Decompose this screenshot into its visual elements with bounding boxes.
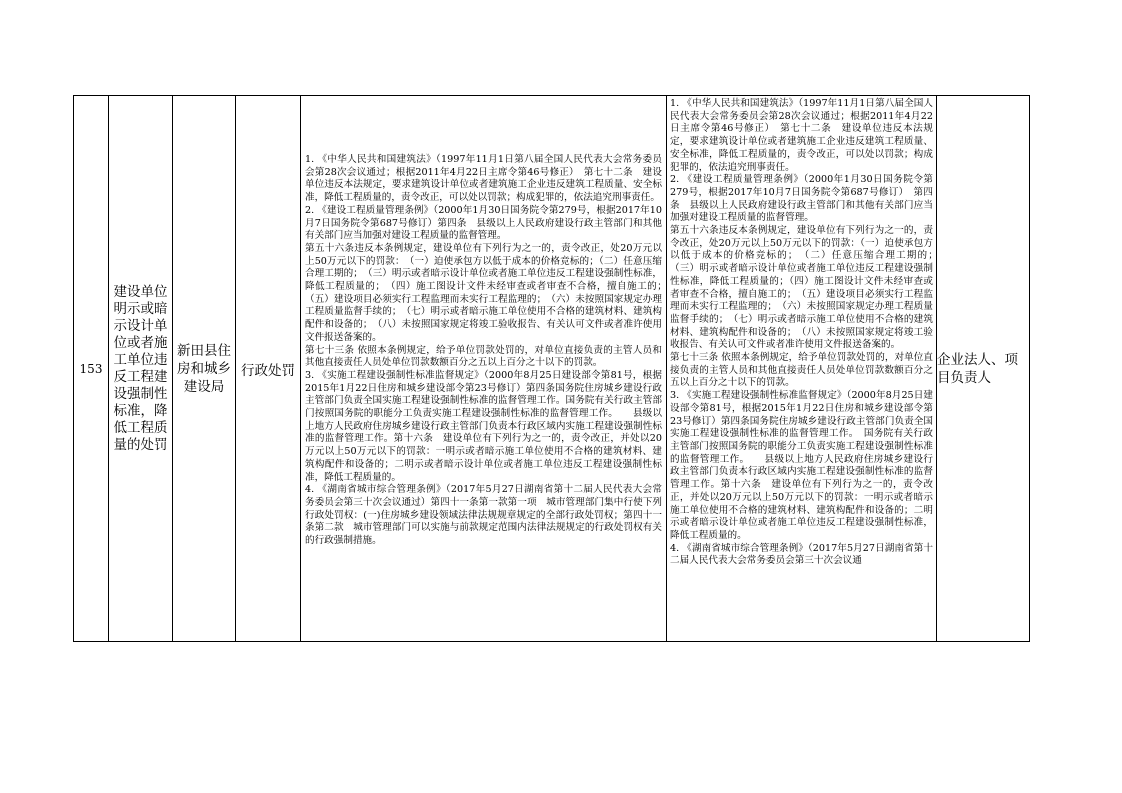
basis-paragraph: 第五十六条违反本条例规定，建设单位有下列行为之一的，责令改正，处20万元以上50万元以下的罚款： （一）迫使承包方以低于成本的价格竞标的；（二）任意压缩合理工期的； （三）明示或者暗示设计单位或者施工单位违反工程建设强制性标准，降低工程质量的； （四）施工图设计文件未经审查或者审查不合格，擅自施工的； （五）建设项目必须实行工程监理而未实行工程监理的； （六）未按照国家规定办理工程质量监督手续的； （七）明示或者暗示施工单位使用不合格的建筑材料、建筑构配件和设备的； （八）未按照国家规定将竣工验收报告、有关认可文件或者准许使用文件报送备案的。 (305, 242, 672, 343)
content-paragraph: 1. 《中华人民共和国建筑法》（1997年11月1日第八届全国人民代表大会常务委员会第28次会议通过；根据2011年4月22日主席令第46号修正） 第七十二条 建设单位违反本法规定，要求建筑设计单位或者建筑施工企业违反建筑工程质量、安全标准，降低工程质量的，责令改正，可以处以罚款；构成犯罪的，依法追究刑事责任。 (670, 98, 933, 173)
department-cell (173, 96, 236, 642)
penalty-table (73, 95, 1030, 642)
department-name: 新田县住房和城乡建设局 (177, 342, 231, 395)
legal-basis-cell (301, 96, 672, 642)
basis-paragraph: 1. 《中华人民共和国建筑法》（1997年11月1日第八届全国人民代表大会常务委员会第28次会议通过；根据2011年4月22日主席令第46号修正） 第七十二条 建设单位违反本法规定，要求建筑设计单位或者建筑施工企业违反建筑工程质量、安全标准，降低工程质量的，责令改正，可以处以罚款；构成犯罪的，依法追究刑事责任。 (305, 154, 662, 204)
item-name: 建设单位明示或暗示设计单位或者施工单位违反工程建设强制性标准，降低工程质量的处罚 (113, 283, 168, 453)
content-paragraph: 第七十三条 依照本条例规定，给予单位罚款处罚的，对单位直接负责的主管人员和其他直接责任人员处单位罚款数额百分之五以上百分之十以下的罚款。 (670, 352, 933, 389)
subject-cell (937, 96, 1030, 642)
row-number-text: 153 (79, 361, 103, 376)
content-paragraph: 4. 《湖南省城市综合管理条例》（2017年5月27日湖南省第十二届人民代表大会常务委员会第三十次会议通 (670, 542, 933, 567)
basis-paragraph: 第七十三条 依照本条例规定，给予单位罚款处罚的，对单位直接负责的主管人员和其他直接责任人员处单位罚款数额百分之五以上百分之十以下的罚款。 (305, 344, 662, 369)
basis-paragraph: 4. 《湖南省城市综合管理条例》（2017年5月27日湖南省第十二届人民代表大会常务委员会第三十次会议通过）第四十一条第一款第一项 城市管理部门集中行使下列行政处罚权：(一)住房城乡建设领域法律法规规章规定的全部行政处罚权；第四十一条第二款 城市管理部门可以实施与前款规定范围内法律法规规定的行政处罚权有关的行政强制措施。 (305, 484, 662, 547)
content-paragraph: 第五十六条违反本条例规定，建设单位有下列行为之一的，责令改正，处20万元以上50万元以下的罚款：（一）迫使承包方以低于成本的价格竞标的； （二）任意压缩合理工期的； （三）明示或者暗示设计单位或者施工单位违反工程建设强制性标准，降低工程质量的；（四）施工图设计文件未经审查或者审查不合格，擅自施工的； （五）建设项目必须实行工程监理而未实行工程监理的； （六）未按照国家规定办理工程质量监督手续的； （七）明示或者暗示施工单位使用不合格的建筑材料、建筑构配件和设备的； （八）未按照国家规定将竣工验收报告、有关认可文件或者准许使用文件报送备案的。 (670, 225, 943, 351)
basis-paragraph: 3. 《实施工程建设强制性标准监督规定》（2000年8月25日建设部令第81号，根据2015年1月22日住房和城乡建设部令第23号修订）第四条国务院住房城乡建设行政主管部门负责全国实施工程建设强制性标准的监督管理工作。国务院有关行政主管部门按照国务院的职能分工负责实施工程建设强制性标准的监督管理工作。 县级以上地方人民政府住房城乡建设行政主管部门负责本行政区域内实施工程建设强制性标准的监督管理工作。第十六条 建设单位有下列行为之一的，责令改正，并处以20万元以上50万元以下的罚款：一明示或者暗示施工单位使用不合格的建筑材料、建筑构配件和设备的；二明示或者暗示设计单位或者施工单位违反工程建设强制性标准，降低工程质量的。 (305, 369, 662, 483)
item-name-cell (109, 96, 173, 642)
row-number (74, 96, 109, 642)
content-paragraph: 2. 《建设工程质量管理条例》（2000年1月30日国务院令第279号，根据2017年10月7日国务院令第687号修订） 第四条 县级以上人民政府建设行政主管部门和其他有关部门应当加强对建设工程质量的监督管理。 (670, 174, 933, 224)
content-paragraph: 3. 《实施工程建设强制性标准监督规定》（2000年8月25日建设部令第81号，根据2015年1月22日住房和城乡建设部令第23号修订）第四条国务院住房城乡建设行政主管部门负责全国实施工程建设强制性标准的监督管理工作。 国务院有关行政主管部门按照国务院的职能分工负责实施工程建设强制性标准的监督管理工作。 县级以上地方人民政府住房城乡建设行政主管部门负责本行政区域内实施工程建设强制性标准的监督管理工作。第十六条 建设单位有下列行为之一的，责令改正，并处以20万元以上50万元以下的罚款：一明示或者暗示施工单位使用不合格的建筑材料、建筑构配件和设备的；二明示或者暗示设计单位或者施工单位违反工程建设强制性标准，降低工程质量的。 (670, 390, 933, 541)
basis-paragraph: 2. 《建设工程质量管理条例》（2000年1月30日国务院令第279号，根据2017年10月7日国务院令第687号修订）第四条 县级以上人民政府建设行政主管部门和其他有关部门应当加强对建设工程质量的监督管理。 (305, 204, 662, 242)
penalty-content-cell (667, 96, 943, 642)
power-type: 行政处罚 (241, 362, 295, 379)
table-row (74, 96, 1030, 642)
responsible-subject: 企业法人、项目负责人 (937, 351, 1018, 386)
type-cell (236, 96, 301, 642)
